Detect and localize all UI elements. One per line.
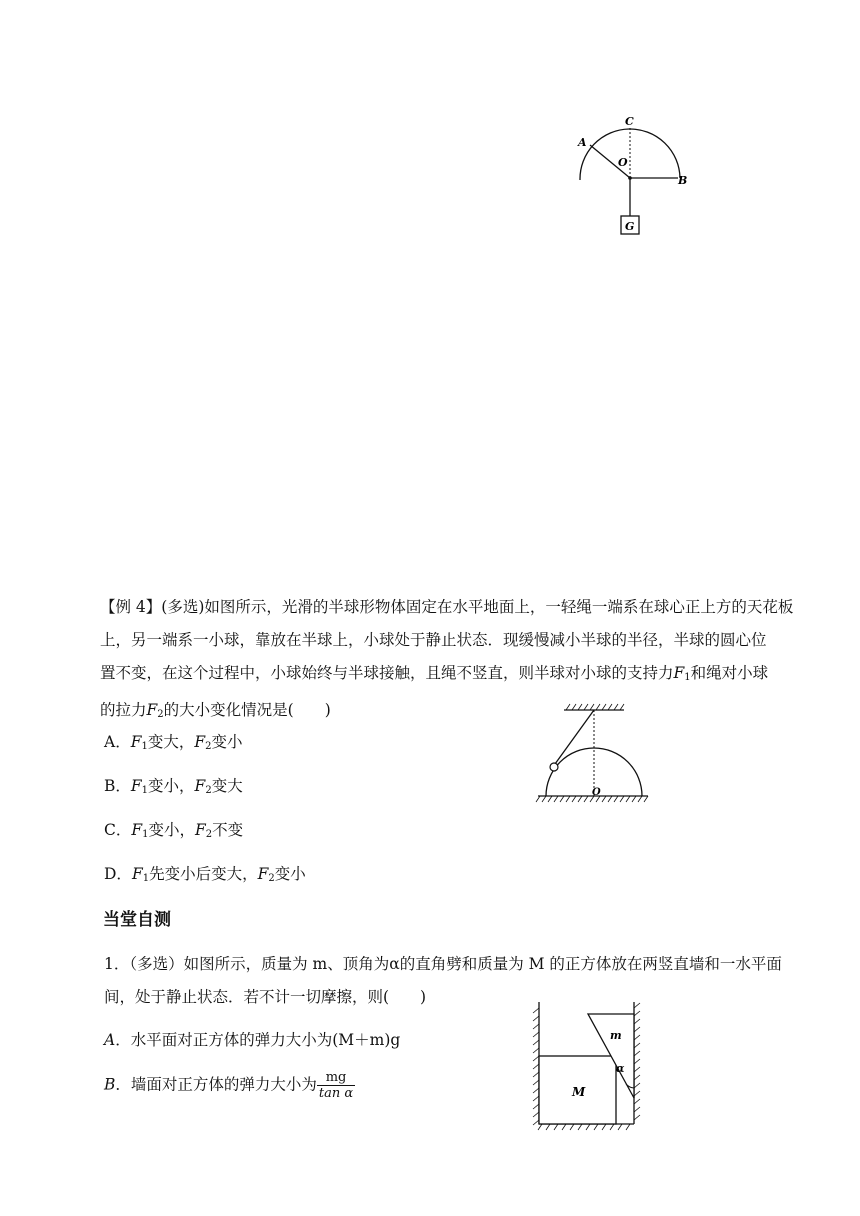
label-M: M	[572, 1085, 586, 1099]
ex4-option-c: C．$F_1$变小，$F_2$不变	[104, 821, 244, 840]
right-wall-hatch	[634, 1003, 640, 1120]
ex4-option-d: D．$F_1$先变小后变大，$F_2$变小	[104, 865, 306, 884]
label-alpha: α	[616, 1062, 625, 1075]
ball	[550, 763, 558, 771]
q1-option-a: A．水平面对正方体的弹力大小为(M＋m)g	[104, 1031, 401, 1049]
left-wall-hatch	[533, 1008, 539, 1125]
q1-option-b: B．墙面对正方体的弹力大小为 $\frac{mg}{\text{tan α}}$	[104, 1070, 354, 1101]
q1-stem	[104, 948, 782, 1014]
rope	[555, 710, 594, 764]
figure-semicircle-weight	[570, 108, 700, 243]
ceiling-hatch	[566, 704, 624, 710]
ex4-option-a: A．$F_1$变大，$F_2$变小	[104, 733, 243, 752]
label-G: G	[625, 220, 635, 233]
label-B: B	[678, 174, 688, 187]
figure-wedge-cube	[530, 998, 642, 1134]
section-title: 当堂自测	[103, 910, 171, 930]
floor-hatch	[538, 1124, 630, 1130]
ex4-line-2: 上，另一端系一小球，靠放在半球上，小球处于静止状态．现缓慢减小半球的半径，半球的圆心位	[100, 631, 767, 649]
label-O: O	[592, 787, 601, 798]
label-m: m	[610, 1029, 622, 1042]
ex4-line-3: 置不变，在这个过程中，小球始终与半球接触，且绳不竖直，则半球对小球的支持力$F_1$和绳对小球	[100, 664, 769, 683]
label-C: C	[625, 115, 634, 128]
knot-O	[628, 176, 632, 180]
ex4-option-b: B．$F_1$变小，$F_2$变大	[104, 777, 243, 796]
q1-line-1: 1．（多选）如图所示，质量为 m、顶角为α的直角劈和质量为 M 的正方体放在两竖直墙和一水平面	[104, 955, 782, 973]
fraction-mg-over-tan-alpha: $\frac{mg}{\text{tan α}}$	[318, 1070, 354, 1101]
ex4-line-4: 的拉力$F_2$的大小变化情况是( )	[100, 701, 331, 720]
example4-stem	[100, 591, 794, 731]
ex4-line-1: 【例 4】(多选)如图所示，光滑的半球形物体固定在水平地面上，一轻绳一端系在球心正上方的天花板	[100, 598, 794, 616]
label-A: A	[578, 136, 587, 149]
q1-line-2: 间，处于静止状态．若不计一切摩擦，则( )	[104, 988, 427, 1006]
figure-hemisphere-ball	[534, 700, 652, 805]
label-O: O	[618, 156, 628, 169]
